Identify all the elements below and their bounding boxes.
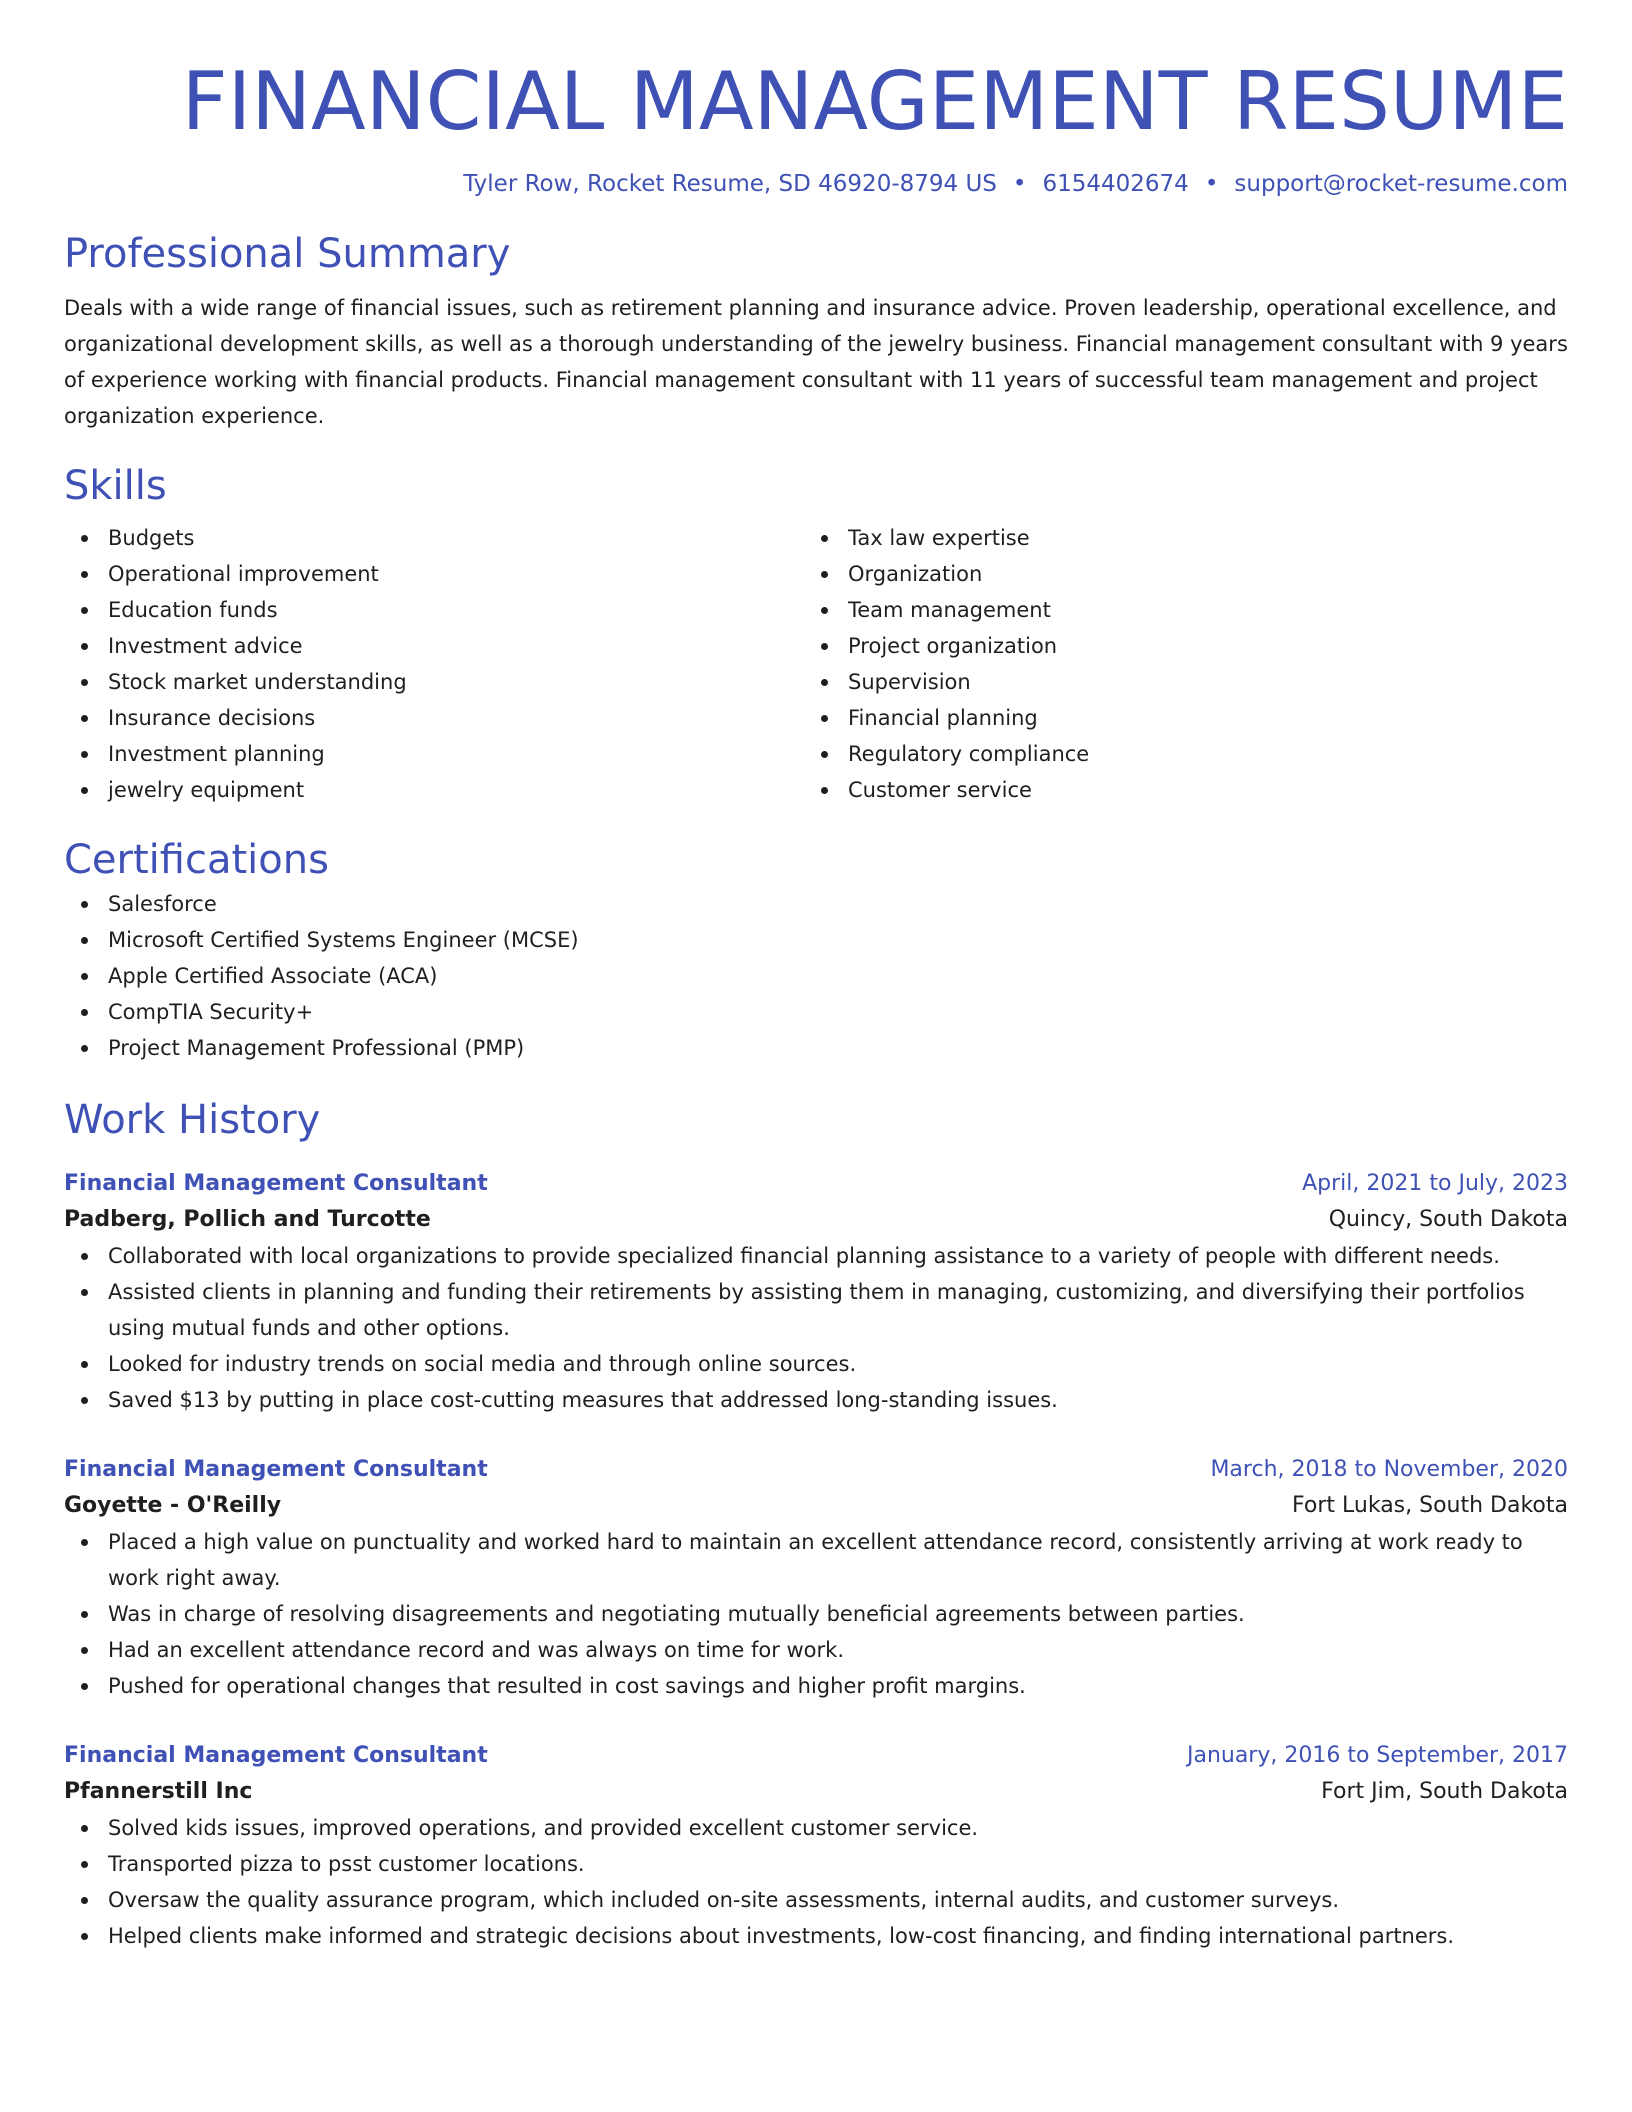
skills-heading: Skills xyxy=(64,463,167,509)
job-title: Financial Management Consultant xyxy=(64,1171,488,1196)
job-company-row xyxy=(64,1202,1568,1238)
skill-item: Stock market understanding xyxy=(108,664,804,700)
job-company: Pfannerstill Inc xyxy=(64,1779,253,1804)
job-bullet: Looked for industry trends on social media and through online sources. xyxy=(108,1346,1568,1382)
contact-separator: • xyxy=(1012,171,1027,197)
skill-item: Operational improvement xyxy=(108,556,804,592)
skills-list-left xyxy=(64,520,804,808)
resume-title: FINANCIAL MANAGEMENT RESUME xyxy=(181,55,1568,148)
contact-phone[interactable]: 6154402674 xyxy=(1042,171,1189,197)
job-entry xyxy=(64,1738,1568,1954)
job-bullet: Collaborated with local organizations to provide specialized financial planning assistance to a variety of people with different needs. xyxy=(108,1238,1568,1274)
job-header-row xyxy=(64,1738,1568,1774)
resume-page xyxy=(64,0,1568,1954)
job-company: Padberg, Pollich and Turcotte xyxy=(64,1207,431,1232)
job-entry xyxy=(64,1452,1568,1704)
job-bullet: Assisted clients in planning and funding their retirements by assisting them in managing, customizing, and diversifying their portfolios using mutual funds and other options. xyxy=(108,1274,1568,1346)
skill-item: Project organization xyxy=(848,628,1544,664)
job-location: Fort Lukas, South Dakota xyxy=(1292,1493,1568,1518)
job-company-row xyxy=(64,1488,1568,1524)
certification-item: Microsoft Certified Systems Engineer (MCSE) xyxy=(108,922,1568,958)
skill-item: Team management xyxy=(848,592,1544,628)
job-bullet: Transported pizza to psst customer locations. xyxy=(108,1846,1568,1882)
job-title: Financial Management Consultant xyxy=(64,1457,488,1482)
job-header-row xyxy=(64,1166,1568,1202)
skills-column-right xyxy=(804,520,1544,808)
job-bullet: Placed a high value on punctuality and worked hard to maintain an excellent attendance record, consistently arriving at work ready to work right away. xyxy=(108,1524,1568,1596)
skill-item: jewelry equipment xyxy=(108,772,804,808)
certification-item: Salesforce xyxy=(108,886,1568,922)
certification-item: Project Management Professional (PMP) xyxy=(108,1030,1568,1066)
contact-address: Tyler Row, Rocket Resume, SD 46920-8794 US xyxy=(463,171,997,197)
skill-item: Budgets xyxy=(108,520,804,556)
summary-text: Deals with a wide range of financial issues, such as retirement planning and insurance advice. Proven leadership, operational excellence, and organizational development skills, as well as a thorough understanding of the jewelry business. Financial management consultant with 9 years of experience working with financial products. Financial management consultant with 11 years of successful team management and project organization experience. xyxy=(64,296,1568,428)
skill-item: Regulatory compliance xyxy=(848,736,1544,772)
skill-item: Supervision xyxy=(848,664,1544,700)
skill-item: Financial planning xyxy=(848,700,1544,736)
job-bullet: Saved $13 by putting in place cost-cutting measures that addressed long-standing issues. xyxy=(108,1382,1568,1418)
job-bullet: Was in charge of resolving disagreements and negotiating mutually beneficial agreements between parties. xyxy=(108,1596,1568,1632)
skill-item: Insurance decisions xyxy=(108,700,804,736)
job-bullet: Pushed for operational changes that resulted in cost savings and higher profit margins. xyxy=(108,1668,1568,1704)
job-company-row xyxy=(64,1774,1568,1810)
job-dates: April, 2021 to July, 2023 xyxy=(1302,1171,1568,1196)
job-location: Fort Jim, South Dakota xyxy=(1321,1779,1568,1804)
contact-separator: • xyxy=(1204,171,1219,197)
job-bullet: Solved kids issues, improved operations, and provided excellent customer service. xyxy=(108,1810,1568,1846)
certification-item: CompTIA Security+ xyxy=(108,994,1568,1030)
skill-item: Customer service xyxy=(848,772,1544,808)
skill-item: Education funds xyxy=(108,592,804,628)
job-company: Goyette - O'Reilly xyxy=(64,1493,282,1518)
job-dates: January, 2016 to September, 2017 xyxy=(1186,1743,1568,1768)
summary-heading: Professional Summary xyxy=(64,231,511,277)
work-history-heading: Work History xyxy=(64,1097,321,1143)
contact-line xyxy=(64,168,1568,200)
certification-item: Apple Certified Associate (ACA) xyxy=(108,958,1568,994)
skill-item: Investment planning xyxy=(108,736,804,772)
skill-item: Organization xyxy=(848,556,1544,592)
skill-item: Investment advice xyxy=(108,628,804,664)
job-dates: March, 2018 to November, 2020 xyxy=(1210,1457,1568,1482)
job-location: Quincy, South Dakota xyxy=(1328,1207,1568,1232)
job-title: Financial Management Consultant xyxy=(64,1743,488,1768)
job-bullets xyxy=(64,1524,1568,1704)
skill-item: Tax law expertise xyxy=(848,520,1544,556)
certifications-heading: Certifications xyxy=(64,837,329,883)
job-bullet: Had an excellent attendance record and was always on time for work. xyxy=(108,1632,1568,1668)
job-bullet: Helped clients make informed and strategic decisions about investments, low-cost financing, and finding international partners. xyxy=(108,1918,1568,1954)
certifications-list xyxy=(64,886,1568,1066)
contact-email[interactable]: support@rocket-resume.com xyxy=(1234,171,1568,197)
skills-grid xyxy=(64,520,1568,808)
job-header-row xyxy=(64,1452,1568,1488)
skills-list-right xyxy=(804,520,1544,808)
skills-column-left xyxy=(64,520,804,808)
job-bullet: Oversaw the quality assurance program, which included on-site assessments, internal audits, and customer surveys. xyxy=(108,1882,1568,1918)
job-entry xyxy=(64,1166,1568,1418)
job-bullets xyxy=(64,1238,1568,1418)
job-bullets xyxy=(64,1810,1568,1954)
